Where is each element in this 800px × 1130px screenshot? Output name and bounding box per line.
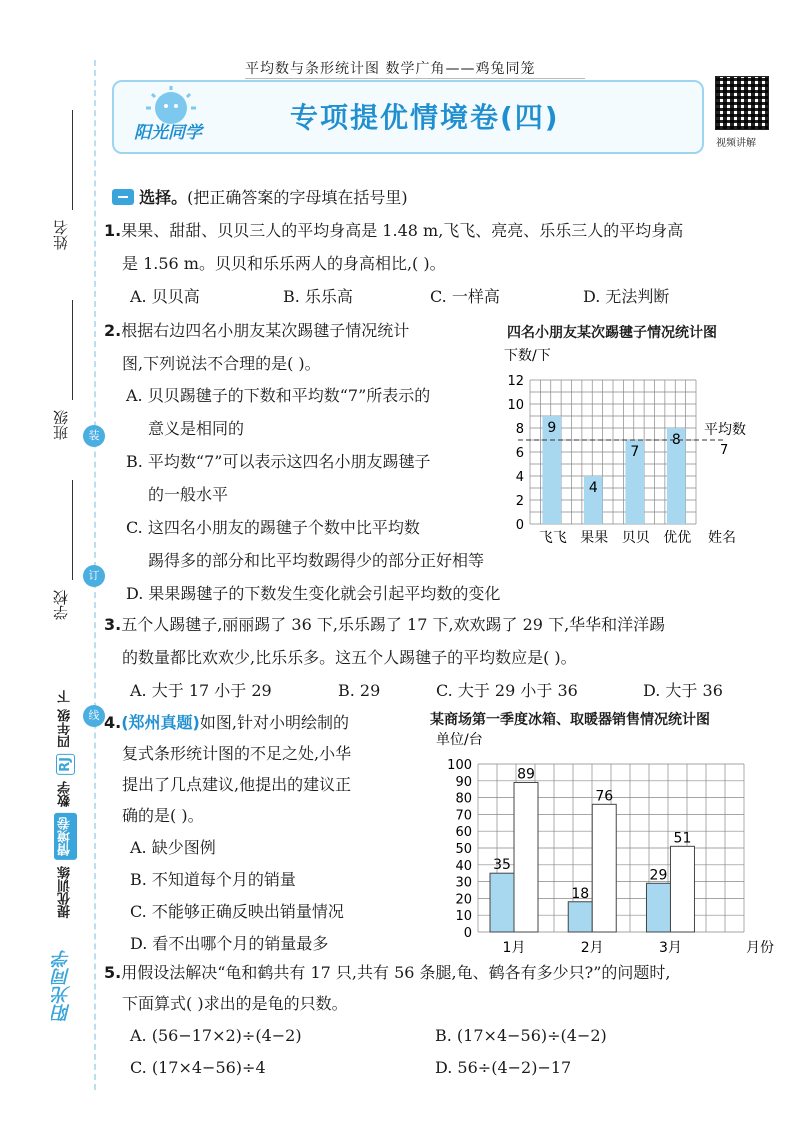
school-line (72, 480, 73, 580)
chart1-ytick: 0 (515, 518, 524, 533)
seal-char-3: 线 (83, 705, 105, 727)
q1-line2: 是 1.56 m。贝贝和乐乐两人的身高相比,( )。 (122, 254, 446, 273)
chart1-ytick: 8 (515, 422, 524, 437)
chart1-xtick: 飞飞 (538, 530, 567, 544)
q4-line1: 4.(郑州真题)如图,针对小明绘制的 (104, 713, 349, 732)
q5-option-b[interactable]: B. (17×4−56)÷(4−2) (435, 1026, 607, 1045)
sun-logo-icon (126, 84, 236, 144)
chart2-data-label: 35 (493, 857, 511, 874)
chart1-xtick: 贝贝 (621, 530, 650, 544)
q4-option-c[interactable]: C. 不能够正确反映出销量情况 (130, 902, 344, 921)
page-title: 专项提优情境卷(四) (290, 101, 560, 134)
q3-option-d[interactable]: D. 大于 36 (643, 681, 723, 700)
q3-line1: 3.五个人踢毽子,丽丽踢了 36 下,乐乐踢了 17 下,欢欢踢了 29 下,华华和洋洋踢 (104, 615, 666, 634)
q3-option-a[interactable]: A. 大于 17 小于 29 (130, 681, 272, 700)
q2-line2: 图,下列说法不合理的是( )。 (122, 354, 321, 373)
chart1-title: 四名小朋友某次踢毽子情况统计图 (507, 325, 717, 341)
chart1-ytick: 12 (507, 374, 524, 389)
q2-option-d[interactable]: D. 果果踢毽子的下数发生变化就会引起平均数的变化 (126, 584, 501, 603)
q5-option-d[interactable]: D. 56÷(4−2)−17 (435, 1058, 572, 1077)
topic-divider (245, 78, 585, 79)
seal-char-2: 订 (83, 565, 105, 587)
chart1-average-value: 7 (720, 443, 729, 458)
chart2-bar (592, 804, 616, 932)
q4-line2: 复式条形统计图的不足之处,小华 (122, 744, 352, 763)
name-label: 姓名 (52, 220, 70, 250)
q2-option-c[interactable]: C. 这四名小朋友的踢毽子个数中比平均数 (126, 518, 420, 537)
q1-option-a[interactable]: A. 贝贝高 (130, 287, 200, 306)
brand-name: 阳光同学 (134, 123, 202, 143)
q5-line2: 下面算式( )求出的是龟的只数。 (122, 994, 348, 1013)
chart2-xtick: 3月 (659, 940, 682, 956)
q2-option-c-cont: 踢得多的部分和比平均数踢得少的部分正好相等 (148, 551, 485, 570)
chart2-ytick: 70 (455, 808, 472, 824)
chart1-ylabel: 下数/下 (504, 348, 551, 364)
school-label: 学校 (52, 590, 70, 620)
side-series-info (54, 690, 77, 918)
section-header (112, 187, 408, 209)
q2-option-b-cont: 的一般水平 (148, 485, 229, 504)
topic-line-text: 平均数与条形统计图 数学广角——鸡兔同笼 (245, 61, 536, 77)
chart2-ytick: 20 (455, 892, 472, 908)
chart2-ytick: 0 (463, 926, 472, 941)
chart1-data-label: 4 (588, 480, 598, 496)
grade-label: 四年级 (58, 709, 73, 748)
q3-option-c[interactable]: C. 大于 29 小于 36 (436, 681, 578, 700)
chart2-ylabel: 单位/台 (436, 732, 483, 748)
q4-option-d[interactable]: D. 看不出哪个月的销量最多 (130, 934, 329, 953)
chart1-ytick: 2 (515, 494, 524, 509)
chart1-xlabel: 姓名 (708, 530, 736, 544)
section-number-icon (112, 189, 134, 205)
qr-code-icon[interactable] (715, 76, 769, 130)
q3-option-b[interactable]: B. 29 (338, 681, 381, 700)
q3-line2: 的数量都比欢欢少,比乐乐多。这五个人踢毽子的平均数应是( )。 (122, 648, 577, 667)
chart2-data-label: 89 (517, 766, 535, 783)
chart2-bar (646, 883, 670, 932)
qr-caption: 视频讲解 (716, 138, 756, 149)
chart2-xlabel: 月份 (746, 940, 774, 956)
q5-line1: 5.用假设法解决“龟和鹤共有 17 只,共有 56 条腿,龟、鹤各有多少只?”的问题时, (104, 963, 671, 982)
chart1-data-label: 8 (671, 432, 681, 448)
chart1-data-label: 9 (547, 420, 557, 436)
q4-option-a[interactable]: A. 缺少图例 (130, 838, 216, 857)
chart2-data-label: 51 (673, 830, 692, 847)
chart2-data-label: 18 (571, 885, 590, 902)
chart2-ytick: 40 (455, 858, 472, 874)
class-line (72, 300, 73, 400)
q1-option-c[interactable]: C. 一样高 (430, 287, 500, 306)
edition-label: RJ (56, 754, 75, 775)
q2-option-b[interactable]: B. 平均数“7”可以表示这四名小朋友踢毽子 (126, 452, 431, 471)
chart2-sales (432, 728, 782, 960)
q2-option-a[interactable]: A. 贝贝踢毽子的下数和平均数“7”所表示的 (126, 386, 431, 405)
q5-option-c[interactable]: C. (17×4−56)÷4 (130, 1058, 266, 1077)
q2-option-a-cont: 意义是相同的 (148, 419, 245, 438)
chart2-ytick: 30 (455, 875, 472, 891)
chart2-data-label: 76 (595, 788, 614, 805)
q1-option-d[interactable]: D. 无法判断 (583, 287, 670, 306)
term-label: 下 (58, 690, 73, 703)
series-tag: 情境卷 (54, 813, 77, 860)
q2-line1: 2.根据右边四名小朋友某次踢毽子情况统计 (104, 321, 410, 340)
chart1-ytick: 6 (515, 446, 524, 461)
chart1-ytick: 10 (507, 398, 524, 413)
chart2-ytick: 50 (455, 842, 472, 857)
chart1-kicks (490, 342, 780, 544)
q4-source-tag: (郑州真题) (121, 713, 200, 732)
name-line (72, 110, 73, 210)
class-label: 班级 (52, 410, 70, 440)
chart2-xtick: 1月 (502, 940, 526, 956)
chart2-ytick: 60 (455, 825, 472, 841)
chart2-bar (670, 846, 694, 932)
chart2-ytick: 10 (455, 909, 472, 925)
q1-option-b[interactable]: B. 乐乐高 (283, 287, 353, 306)
chart2-bar (568, 902, 592, 932)
chart2-title: 某商场第一季度冰箱、取暖器销售情况统计图 (430, 712, 710, 728)
subject-label: 数学 (58, 780, 73, 807)
section-title: 选择。 (139, 188, 188, 207)
q1-line1: 1.果果、甜甜、贝贝三人的平均身高是 1.48 m,飞飞、亮亮、乐乐三人的平均身高 (104, 221, 684, 240)
chart2-ytick: 100 (447, 758, 472, 773)
q4-line3: 提出了几点建议,他提出的建议正 (122, 775, 352, 794)
side-brand-logo: 阳光同学 (52, 950, 73, 1022)
chart1-data-label: 7 (630, 444, 640, 460)
chart2-xtick: 2月 (580, 940, 604, 956)
chart1-xtick: 果果 (580, 530, 609, 544)
chart2-ytick: 80 (455, 791, 472, 807)
chart2-data-label: 29 (649, 867, 668, 884)
series-label: 提优训练 (58, 865, 73, 918)
chart1-ytick: 4 (515, 470, 524, 485)
section-note: (把正确答案的字母填在括号里) (187, 188, 408, 207)
q4-line4: 确的是( )。 (122, 806, 204, 825)
chart1-xtick: 优优 (663, 530, 692, 544)
chart2-bar (490, 873, 514, 932)
q4-option-b[interactable]: B. 不知道每个月的销量 (130, 870, 296, 889)
q5-option-a[interactable]: A. (56−17×2)÷(4−2) (130, 1026, 302, 1045)
chart2-ytick: 90 (455, 774, 472, 790)
left-margin (0, 0, 100, 1130)
chart2-bar (514, 782, 538, 932)
chart1-average-label: 平均数 (704, 422, 746, 438)
seal-char-1: 装 (83, 425, 105, 447)
